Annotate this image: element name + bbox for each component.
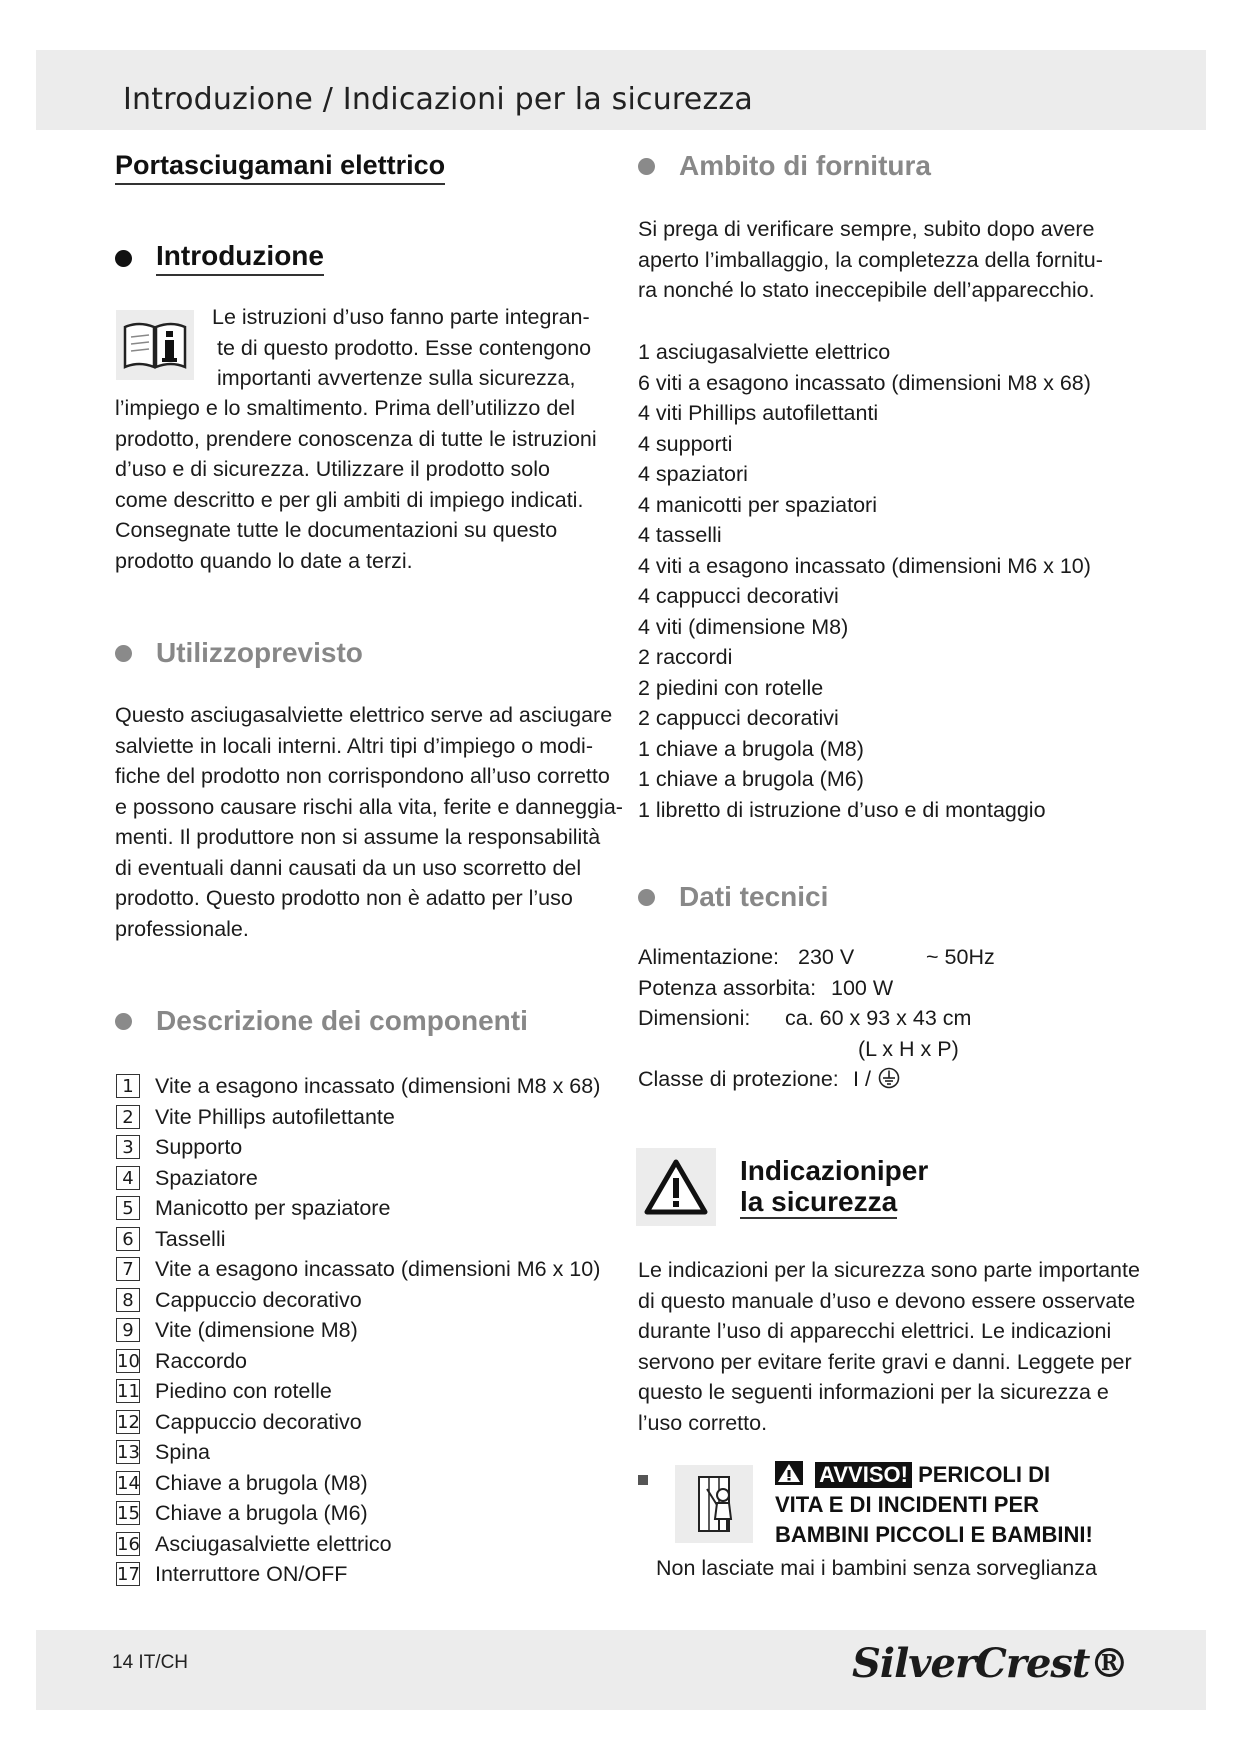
warning-line-1: [775, 1460, 1050, 1490]
tech-value: ~ 50Hz: [926, 945, 995, 969]
list-item: 4 viti Phillips autofilettanti: [638, 401, 879, 425]
item-label: Cappuccio decorativo: [155, 1409, 362, 1434]
heading-text: Introduzione: [156, 240, 324, 276]
tech-value: ca. 60 x 93 x 43 cm: [785, 1006, 972, 1030]
tech-row-power: [638, 973, 894, 1004]
square-bullet-icon: [638, 1475, 648, 1485]
list-item: [116, 1132, 600, 1163]
list-item: [116, 1559, 600, 1590]
heading-text: Indicazioniper: [740, 1155, 929, 1186]
text-line: importanti avvertenze sulla sicurezza,: [217, 366, 576, 390]
item-label: Spina: [155, 1440, 210, 1464]
text-line: l’uso corretto.: [638, 1410, 768, 1435]
item-number: 13: [117, 1442, 140, 1464]
list-item: [116, 1285, 600, 1316]
item-label: Vite Phillips autofilettante: [155, 1104, 395, 1129]
text-line: Consegnate tutte le documentazioni su questo: [115, 518, 558, 542]
item-number: 2: [116, 1105, 140, 1129]
heading-text: Ambito di fornitura: [679, 150, 931, 181]
warning-text: PERICOLI DI: [918, 1462, 1051, 1487]
item-label: Raccordo: [155, 1348, 248, 1373]
tech-value: I /: [853, 1067, 871, 1091]
text-line: menti. Il produttore non si assume la responsabilità: [115, 825, 601, 849]
text-line: questo le seguenti informazioni per la sicurezza e: [638, 1380, 1109, 1404]
heading-dati-tecnici: [638, 881, 828, 913]
tech-label: Dimensioni:: [638, 1006, 751, 1030]
text-line: Le indicazioni per la sicurezza sono parte importante: [638, 1258, 1140, 1282]
heading-text: Utilizzoprevisto: [156, 637, 363, 668]
item-number: 8: [116, 1288, 140, 1312]
list-item: [116, 1468, 600, 1499]
heading-text: Descrizione dei componenti: [156, 1005, 528, 1036]
components-list: [116, 1071, 600, 1590]
bullet-dot-icon: [115, 645, 132, 662]
warning-body-text: Non lasciate mai i bambini senza sorveglianza: [656, 1556, 1097, 1580]
heading-introduzione: [115, 240, 324, 276]
warning-triangle-icon: [636, 1148, 716, 1226]
list-item: 4 spaziatori: [638, 462, 748, 486]
item-number: 6: [116, 1227, 140, 1251]
item-label: Interruttore ON/OFF: [155, 1562, 348, 1586]
list-item: 1 asciugasalviette elettrico: [638, 340, 891, 364]
item-number: 14: [117, 1472, 140, 1494]
tech-value: (L x H x P): [858, 1036, 959, 1061]
bullet-dot-icon: [638, 158, 655, 175]
intro-text: [115, 393, 597, 576]
item-number: 9: [116, 1318, 140, 1342]
item-label: Vite (dimensione M8): [155, 1318, 358, 1342]
text-line: e possono causare rischi alla vita, ferite e danneggia-: [115, 794, 623, 819]
heading-descrizione-componenti: [115, 1005, 528, 1037]
text-line: prodotto. Questo prodotto non è adatto per l’uso: [115, 886, 573, 910]
item-label: Asciugasalviette elettrico: [155, 1531, 392, 1556]
item-label: Piedino con rotelle: [155, 1379, 332, 1403]
tech-row-dims: [638, 1003, 972, 1034]
text-line: Questo asciugasalviette elettrico serve ad asciugare: [115, 703, 613, 727]
child-window-warning-icon: [675, 1465, 753, 1543]
text-line: te di questo prodotto. Esse contengono: [217, 335, 592, 360]
intro-indented-text: [212, 302, 591, 394]
item-label: Chiave a brugola (M8): [155, 1470, 368, 1495]
warning-line-3: BAMBINI PICCOLI E BAMBINI!: [775, 1522, 1093, 1547]
text-line: durante l’uso di apparecchi elettrici. Le indicazioni: [638, 1319, 1112, 1343]
tech-row-class: [638, 1064, 871, 1095]
text-line: di eventuali danni causati da un uso scorretto del: [115, 855, 582, 880]
text-line: ra nonché lo stato ineccepibile dell’apparecchio.: [638, 278, 1095, 302]
list-item: [116, 1254, 600, 1285]
item-number: 7: [116, 1257, 140, 1281]
safety-intro-text: [638, 1255, 1140, 1438]
list-item: [116, 1407, 600, 1438]
list-item: 1 libretto di istruzione d’uso e di montaggio: [638, 797, 1046, 822]
text-line: d’uso e di sicurezza. Utilizzare il prodotto solo: [115, 457, 550, 481]
list-item: 4 viti a esagono incassato (dimensioni M6 x 10): [638, 553, 1091, 578]
tech-value: 100 W: [831, 975, 894, 1000]
text-line: aperto l’imballaggio, la completezza della fornitu-: [638, 247, 1103, 272]
tech-data: [638, 942, 995, 1095]
item-label: Cappuccio decorativo: [155, 1287, 362, 1312]
list-item: 4 tasselli: [638, 523, 722, 547]
list-item: [116, 1346, 600, 1377]
text-line: Le istruzioni d’uso fanno parte integran-: [212, 305, 590, 329]
item-number: 10: [117, 1350, 140, 1372]
text-line: come descritto e per gli ambiti di impiego indicati.: [115, 487, 584, 512]
warning-badge: AVVISO!: [815, 1462, 912, 1488]
item-number: 4: [116, 1166, 140, 1190]
list-item: [116, 1498, 600, 1529]
item-label: Vite a esagono incassato (dimensioni M6 x 10): [155, 1257, 601, 1281]
list-item: [116, 1315, 600, 1346]
product-title: Portasciugamani elettrico: [115, 150, 445, 185]
item-number: 5: [116, 1196, 140, 1220]
heading-ambito-fornitura: [638, 150, 931, 182]
list-item: [116, 1437, 600, 1468]
item-label: Tasselli: [155, 1226, 226, 1251]
tech-value: 230 V: [798, 945, 855, 969]
item-number: 16: [117, 1533, 140, 1555]
tech-row-dims-note: [638, 1034, 959, 1065]
list-item: [116, 1376, 600, 1407]
tech-label: Alimentazione:: [638, 945, 780, 969]
text-line: prodotto quando lo date a terzi.: [115, 548, 413, 573]
item-label: Vite a esagono incassato (dimensioni M8 x 68): [155, 1074, 601, 1098]
safety-heading: [740, 1155, 928, 1219]
item-number: 3: [116, 1135, 140, 1159]
page-header-title: Introduzione / Indicazioni per la sicurezza: [123, 82, 753, 117]
item-label: Manicotto per spaziatore: [155, 1196, 391, 1220]
intended-use-text: [115, 700, 623, 944]
list-item: 4 supporti: [638, 431, 733, 456]
item-number: 11: [117, 1381, 140, 1403]
info-book-icon: [116, 310, 194, 380]
heading-text: la sicurezza: [740, 1186, 898, 1217]
text-line: Si prega di verificare sempre, subito dopo avere: [638, 217, 1095, 241]
text-line: professionale.: [115, 916, 249, 941]
list-item: 4 cappucci decorativi: [638, 584, 839, 608]
warning-line-2: VITA E DI INCIDENTI PER: [775, 1492, 1040, 1517]
list-item: [116, 1529, 600, 1560]
list-item: 1 chiave a brugola (M6): [638, 767, 864, 791]
list-item: [116, 1102, 600, 1133]
text-line: salviette in locali interni. Altri tipi d’impiego o modi-: [115, 733, 593, 758]
heading-text: Dati tecnici: [679, 881, 829, 912]
item-label: Supporto: [155, 1135, 243, 1159]
item-number: 17: [117, 1564, 140, 1586]
list-item: [116, 1071, 600, 1102]
list-item: 6 viti a esagono incassato (dimensioni M8 x 68): [638, 370, 1091, 395]
item-number: 12: [117, 1411, 140, 1433]
warning-small-triangle-icon: [775, 1462, 809, 1487]
list-item: [116, 1193, 600, 1224]
scope-intro-text: [638, 214, 1103, 306]
tech-label: Classe di protezione:: [638, 1067, 839, 1091]
list-item: 2 cappucci decorativi: [638, 706, 839, 730]
text-line: prodotto, prendere conoscenza di tutte le istruzioni: [115, 426, 597, 451]
brand-logo: SilverCrest®: [852, 1640, 1129, 1687]
item-label: Chiave a brugola (M6): [155, 1501, 368, 1525]
tech-label: Potenza assorbita:: [638, 975, 817, 1000]
text-line: servono per evitare ferite gravi e danni. Leggete per: [638, 1349, 1132, 1374]
text-line: di questo manuale d’uso e devono essere osservate: [638, 1288, 1136, 1313]
item-label: Spaziatore: [155, 1165, 258, 1190]
heading-utilizzo-previsto: [115, 637, 363, 669]
bullet-dot-icon: [115, 250, 132, 267]
text-line: fiche del prodotto non corrispondono all’uso corretto: [115, 764, 610, 788]
page-number: 14 IT/CH: [112, 1652, 189, 1673]
bullet-dot-icon: [115, 1013, 132, 1030]
list-item: [116, 1163, 600, 1194]
list-item: 1 chiave a brugola (M8): [638, 736, 864, 761]
item-number: 15: [117, 1503, 140, 1525]
scope-list: [638, 337, 1091, 825]
list-item: 2 piedini con rotelle: [638, 675, 824, 700]
list-item: [116, 1224, 600, 1255]
text-line: l’impiego e lo smaltimento. Prima dell’utilizzo del: [115, 396, 576, 420]
list-item: 4 viti (dimensione M8): [638, 614, 849, 639]
list-item: 2 raccordi: [638, 645, 733, 669]
list-item: 4 manicotti per spaziatori: [638, 492, 877, 517]
tech-row-supply: [638, 942, 995, 973]
item-number: 1: [116, 1074, 140, 1098]
earth-ground-icon: [878, 1067, 900, 1098]
bullet-dot-icon: [638, 889, 655, 906]
